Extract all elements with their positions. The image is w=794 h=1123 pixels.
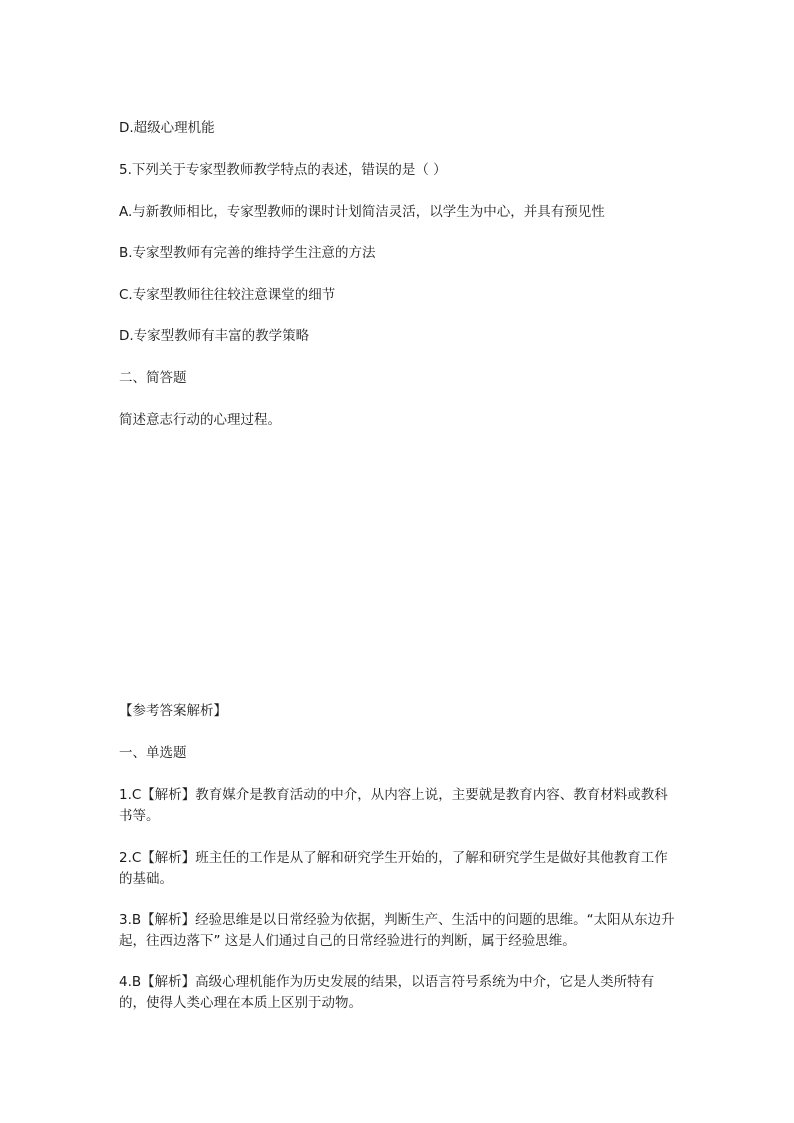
answer-item-1: 1.C【解析】教育媒介是教育活动的中介，从内容上说，主要就是教育内容、教育材料或教科书等。 <box>119 787 668 824</box>
answers-heading: 【参考答案解析】 <box>119 703 227 719</box>
q5-option-c: C.专家型教师往往较注意课堂的细节 <box>119 287 336 303</box>
answers-section-heading: 一、单选题 <box>119 745 187 761</box>
q5-option-b: B.专家型教师有完善的维持学生注意的方法 <box>119 245 376 261</box>
short-answer-heading: 二、简答题 <box>119 370 187 386</box>
q5-stem: 5.下列关于专家型教师教学特点的表述，错误的是（ ） <box>119 162 447 178</box>
q5-option-a: A.与新教师相比，专家型教师的课时计划简洁灵活，以学生为中心，并具有预见性 <box>119 204 605 220</box>
q4-option-d: D.超级心理机能 <box>119 120 215 136</box>
answer-item-4: 4.B【解析】高级心理机能作为历史发展的结果，以语言符号系统为中介，它是人类所特有的，使得人类心理在本质上区别于动物。 <box>119 974 655 1011</box>
answer-item-3: 3.B【解析】经验思维是以日常经验为依据，判断生产、生活中的问题的思维。“太阳从东边升起，往西边落下” 这是人们通过自己的日常经验进行的判断，属于经验思维。 <box>119 912 675 949</box>
answer-item-2: 2.C【解析】班主任的工作是从了解和研究学生开始的，了解和研究学生是做好其他教育工作的基础。 <box>119 850 668 887</box>
q5-option-d: D.专家型教师有丰富的教学策略 <box>119 328 310 344</box>
short-answer-question: 简述意志行动的心理过程。 <box>119 412 281 428</box>
